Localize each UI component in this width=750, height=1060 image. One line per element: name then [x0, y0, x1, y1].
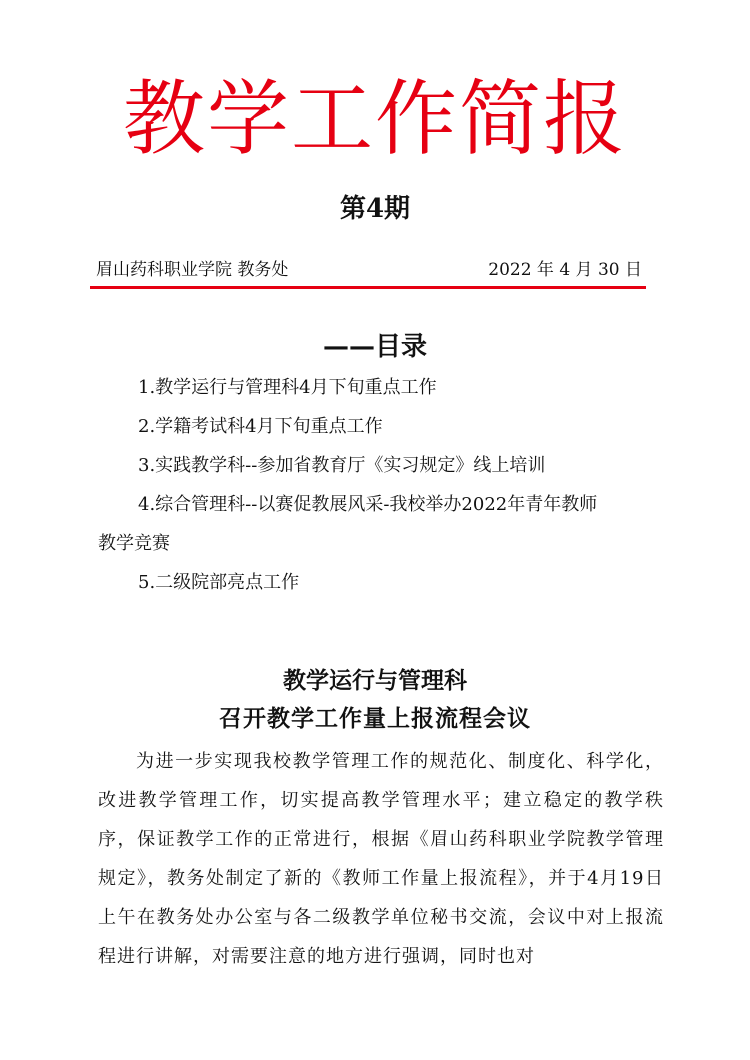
section-headline: 召开教学工作量上报流程会议 — [219, 705, 531, 732]
issue-number: 第4期 — [339, 194, 411, 224]
toc-item-5[interactable]: 5.二级院部亮点工作 — [138, 572, 300, 593]
section-department: 教学运行与管理科 — [283, 667, 467, 694]
toc-title: ——目录 — [322, 332, 427, 362]
section-paragraph: 为进一步实现我校教学管理工作的规范化、制度化、科学化，改进教学管理工作，切实提高教学管理水平；建立稳定的教学秩序，保证教学工作的正常进行，根据《眉山药科职业学院教学管理规定》，教务处制定了新的《教师工作量上报流程》，并于4月19日上午在教务处办公室与各二级教学单位秘书交流，会议中对上报流程进行讲解，对需要注意的地方进行强调，同时也对 — [98, 751, 664, 967]
toc-item-4[interactable]: 4.综合管理科--以赛促教展风采-我校举办2022年青年教师 — [138, 494, 598, 515]
masthead-title: 教学工作简报 — [122, 72, 627, 167]
table-of-contents — [98, 368, 664, 602]
toc-item-3[interactable]: 3.实践教学科--参加省教育厅《实习规定》线上培训 — [138, 455, 546, 476]
publisher-info-row — [96, 256, 646, 284]
red-divider — [90, 286, 646, 289]
toc-item-2[interactable]: 2.学籍考试科4月下旬重点工作 — [138, 416, 383, 437]
publish-date: 2022 年 4 月 30 日 — [488, 260, 642, 280]
toc-item-4-continued[interactable]: 教学竞赛 — [98, 533, 170, 554]
toc-item-1[interactable]: 1.教学运行与管理科4月下旬重点工作 — [138, 377, 437, 398]
publisher-name: 眉山药科职业学院 教务处 — [96, 260, 289, 280]
